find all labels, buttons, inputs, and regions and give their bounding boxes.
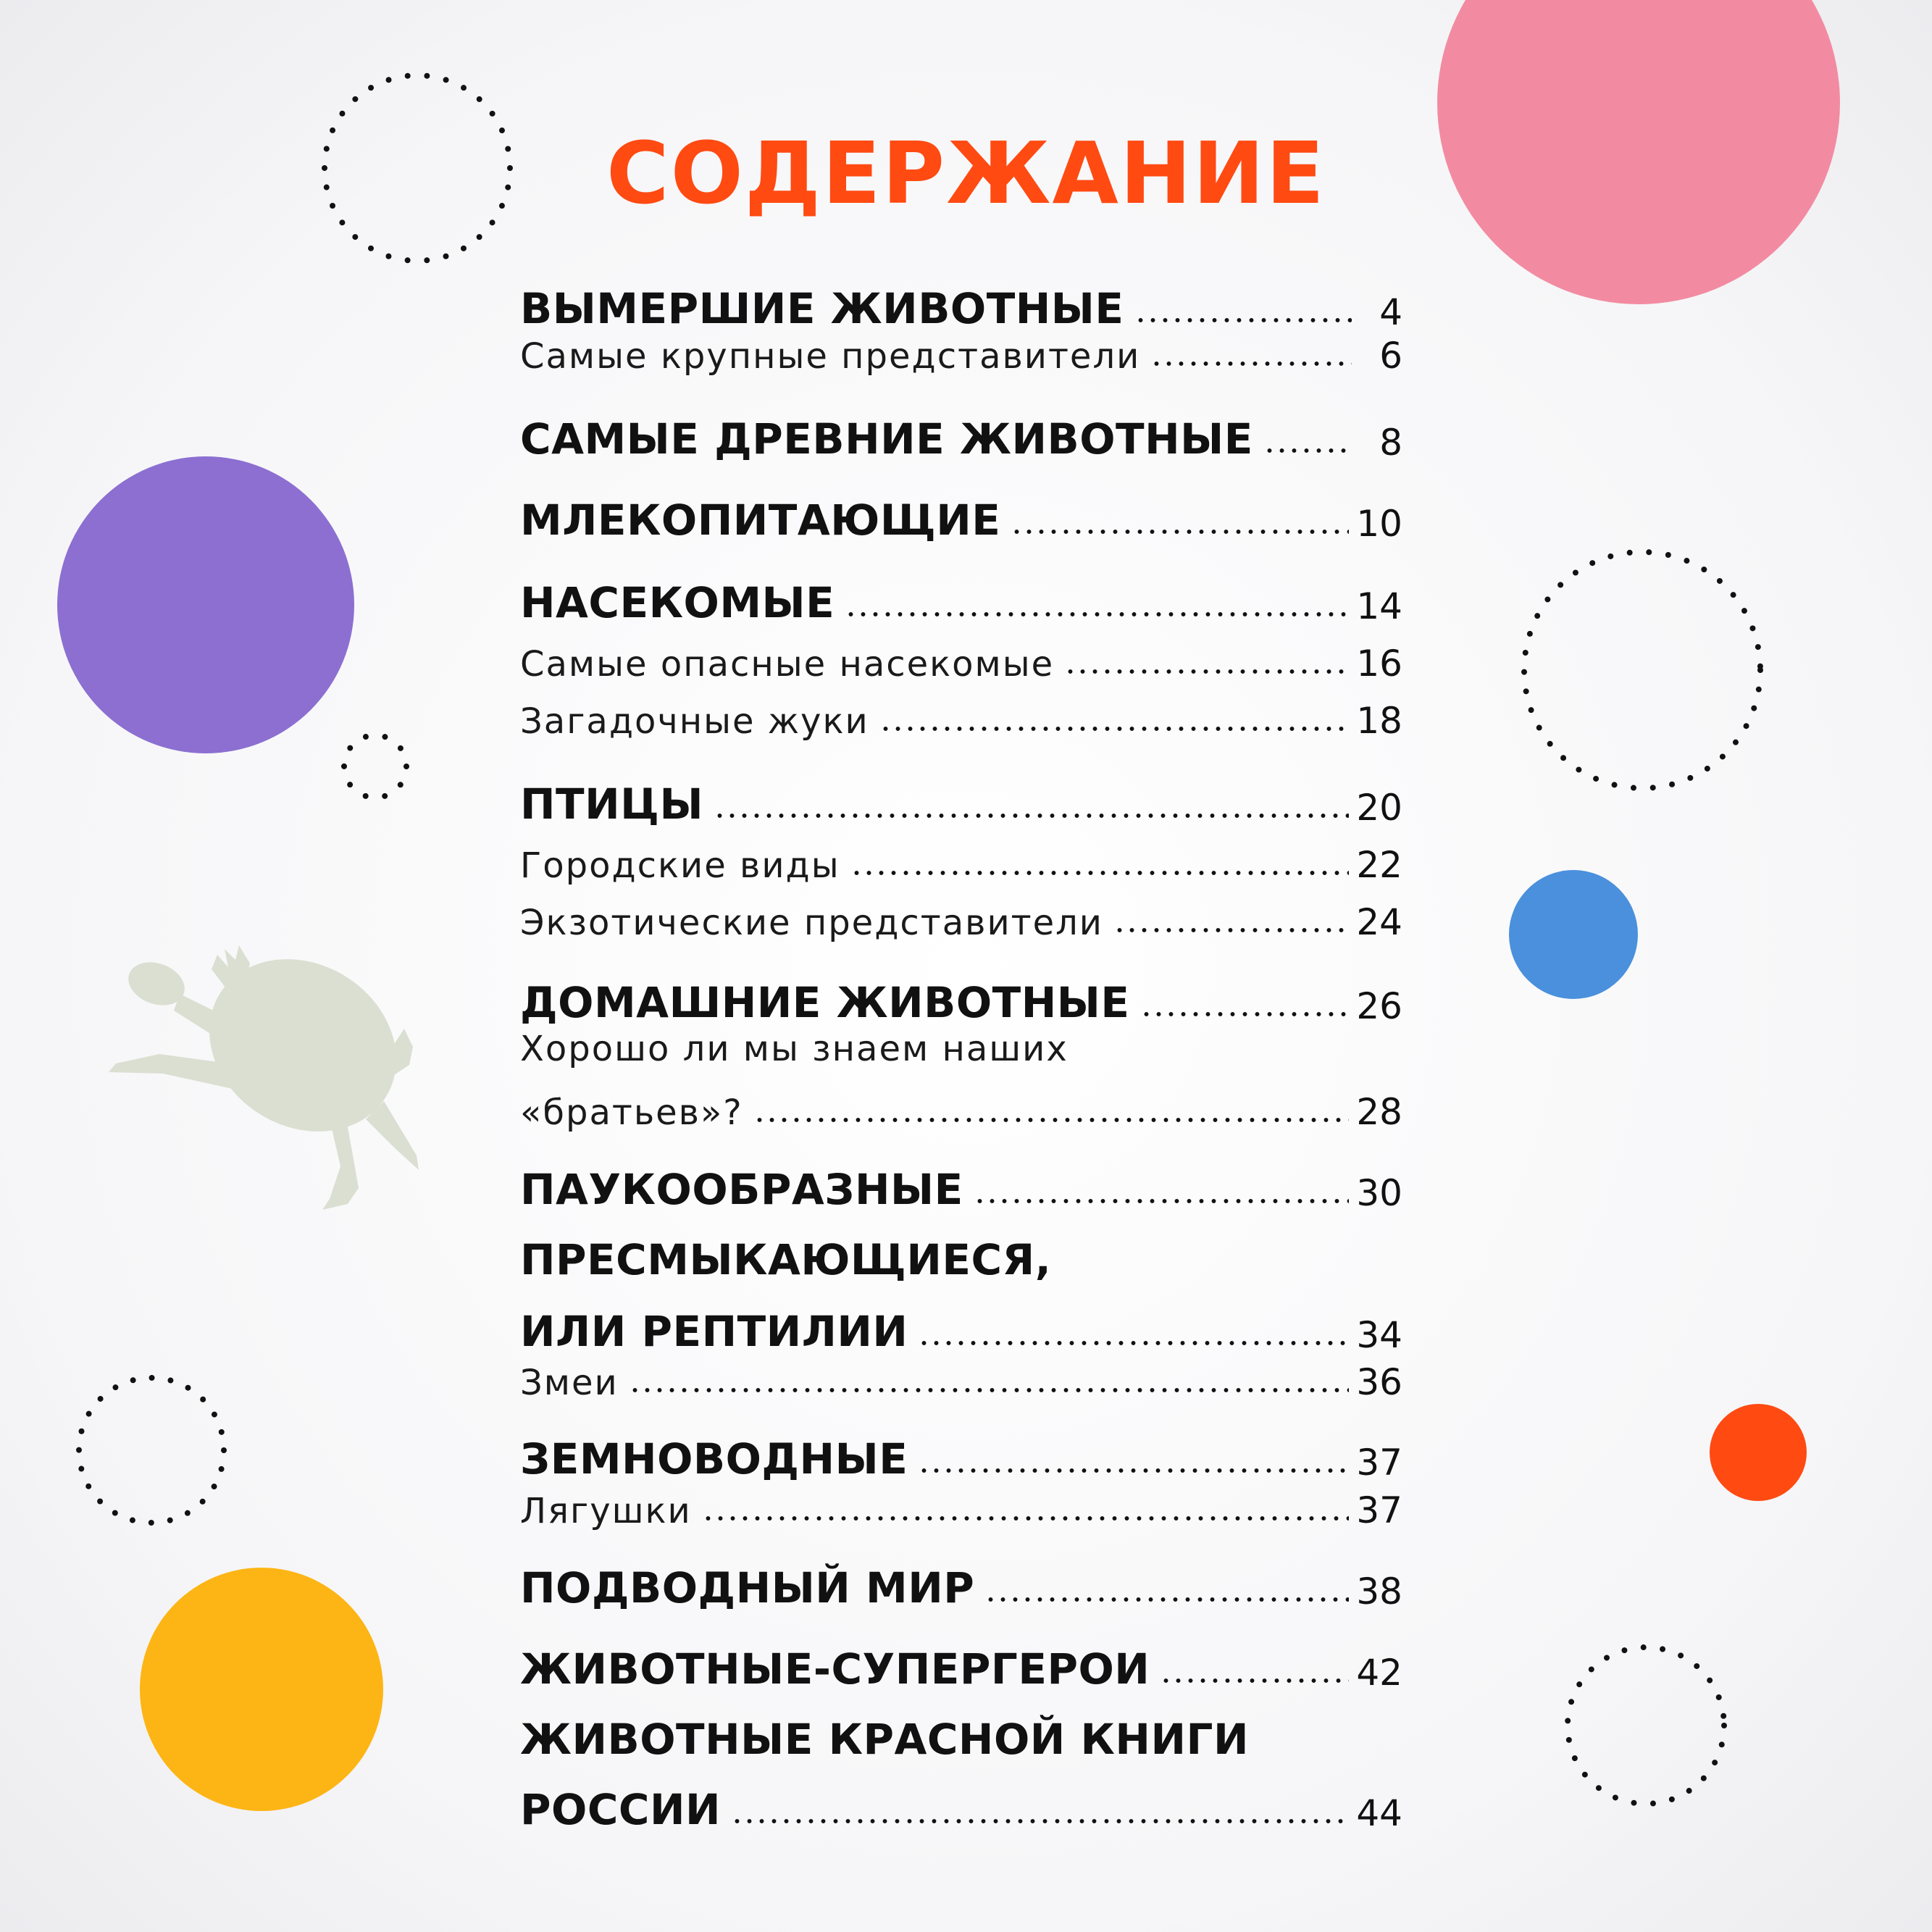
toc-page-number: 10 (1356, 503, 1402, 545)
dotted-circle (79, 1378, 224, 1523)
toc-entry-label: МЛЕКОПИТАЮЩИЕ (520, 495, 1001, 545)
toc-entry-label: САМЫЕ ДРЕВНИЕ ЖИВОТНЫЕ (520, 414, 1253, 464)
toc-page-number: 18 (1356, 700, 1402, 742)
toc-page-number: 22 (1356, 844, 1402, 886)
toc-page-number: 28 (1356, 1091, 1402, 1133)
toc-entry-pets[interactable] (520, 969, 1402, 1027)
dot-leader (1150, 361, 1352, 367)
turtle-silhouette-icon (109, 924, 429, 1210)
toc-entry-beetles[interactable] (520, 684, 1402, 742)
dot-leader (753, 1117, 1350, 1123)
toc-entry-arachnids[interactable] (520, 1156, 1402, 1214)
toc-entry-label: ПАУКООБРАЗНЫЕ (520, 1165, 963, 1214)
dot-leader (850, 870, 1350, 876)
toc-entry-red-book[interactable] (520, 1776, 1402, 1834)
toc-entry-ancient[interactable] (520, 406, 1402, 464)
toc-entry-label: РОССИИ (520, 1785, 722, 1834)
toc-entry-mammals[interactable] (520, 487, 1402, 545)
toc-page-number: 6 (1379, 335, 1402, 377)
dot-leader (1113, 927, 1349, 933)
toc-page-number: 37 (1356, 1489, 1402, 1531)
toc-page-number: 38 (1356, 1571, 1402, 1613)
toc-page-number: 30 (1356, 1172, 1402, 1214)
toc-entry-frogs[interactable] (520, 1473, 1402, 1531)
toc-entry-label: НАСЕКОМЫЕ (520, 578, 835, 627)
dot-leader (984, 1597, 1349, 1602)
dotted-circle (1524, 552, 1760, 788)
toc-entry-label-line: ПРЕСМЫКАЮЩИЕСЯ, (520, 1235, 1052, 1284)
toc-entry-label: Загадочные жуки (520, 701, 869, 742)
toc-entry-label-line: Хорошо ли мы знаем наших (520, 1029, 1069, 1069)
dot-leader (974, 1198, 1350, 1204)
toc-page-number: 34 (1356, 1314, 1402, 1356)
toc-entry-superheroes[interactable] (520, 1636, 1402, 1694)
dot-leader (1011, 529, 1349, 535)
toc-page-number: 16 (1356, 643, 1402, 685)
toc-page-number: 42 (1356, 1652, 1402, 1694)
dot-leader (879, 726, 1350, 732)
dot-leader (714, 813, 1349, 819)
toc-entry-label: ЖИВОТНЫЕ-СУПЕРГЕРОИ (520, 1644, 1150, 1694)
dot-leader (629, 1387, 1350, 1393)
toc-entry-brothers[interactable] (520, 1075, 1402, 1133)
dot-leader (845, 611, 1349, 617)
dot-leader (918, 1468, 1349, 1473)
toc-entry-exotic[interactable] (520, 885, 1402, 943)
dot-leader (1140, 1011, 1350, 1017)
page-title: СОДЕРЖАНИЕ (606, 123, 1326, 223)
toc-entry-label: Городские виды (520, 845, 840, 886)
dotted-circle (344, 735, 406, 798)
toc-entry-label: ЗЕМНОВОДНЫЕ (520, 1434, 908, 1484)
toc-page-number: 4 (1379, 291, 1402, 333)
toc-entry-label: ВЫМЕРШИЕ ЖИВОТНЫЕ (520, 284, 1124, 333)
blue-circle (1509, 870, 1638, 999)
toc-page-number: 20 (1356, 787, 1402, 829)
toc-entry-label: Самые крупные представители (520, 336, 1141, 377)
purple-circle (57, 456, 354, 753)
toc-entry-label: ДОМАШНИЕ ЖИВОТНЫЕ (520, 978, 1130, 1027)
toc-entry-birds[interactable] (520, 771, 1402, 829)
toc-page-number: 8 (1379, 422, 1402, 464)
toc-entry-dangerous-insects[interactable] (520, 627, 1402, 685)
dot-leader (1160, 1678, 1349, 1684)
toc-entry-label: Змеи (520, 1363, 619, 1403)
toc-entry-label: ПТИЦЫ (520, 779, 704, 829)
toc-entry-label-line: ЖИВОТНЫЕ КРАСНОЙ КНИГИ (520, 1715, 1250, 1764)
toc-entry-label: ПОДВОДНЫЙ МИР (520, 1563, 975, 1613)
dot-leader (1263, 448, 1352, 453)
dot-leader (731, 1818, 1349, 1824)
toc-page-number: 36 (1356, 1361, 1402, 1403)
toc-entry-snakes[interactable] (520, 1345, 1402, 1403)
toc-entry-underwater[interactable] (520, 1555, 1402, 1613)
red-circle (1710, 1404, 1807, 1501)
dot-leader (702, 1515, 1350, 1521)
toc-entry-largest[interactable] (520, 319, 1402, 377)
toc-entry-label: Лягушки (520, 1491, 692, 1531)
dotted-circle (1568, 1647, 1724, 1804)
toc-entry-label: Самые опасные насекомые (520, 644, 1055, 685)
toc-entry-insects[interactable] (520, 569, 1402, 627)
toc-page-number: 26 (1356, 985, 1402, 1027)
toc-page-number: 24 (1356, 901, 1402, 943)
toc-entry-label: Экзотические представители (520, 903, 1103, 943)
toc-entry-label: «братьев»? (520, 1092, 743, 1133)
dot-leader (1064, 669, 1349, 674)
toc-page-number: 37 (1356, 1442, 1402, 1484)
toc-entry-label: ИЛИ РЕПТИЛИИ (520, 1307, 908, 1356)
toc-page-number: 44 (1356, 1792, 1402, 1834)
yellow-circle (140, 1568, 383, 1811)
toc-page-number: 14 (1356, 585, 1402, 627)
toc-entry-urban[interactable] (520, 828, 1402, 886)
